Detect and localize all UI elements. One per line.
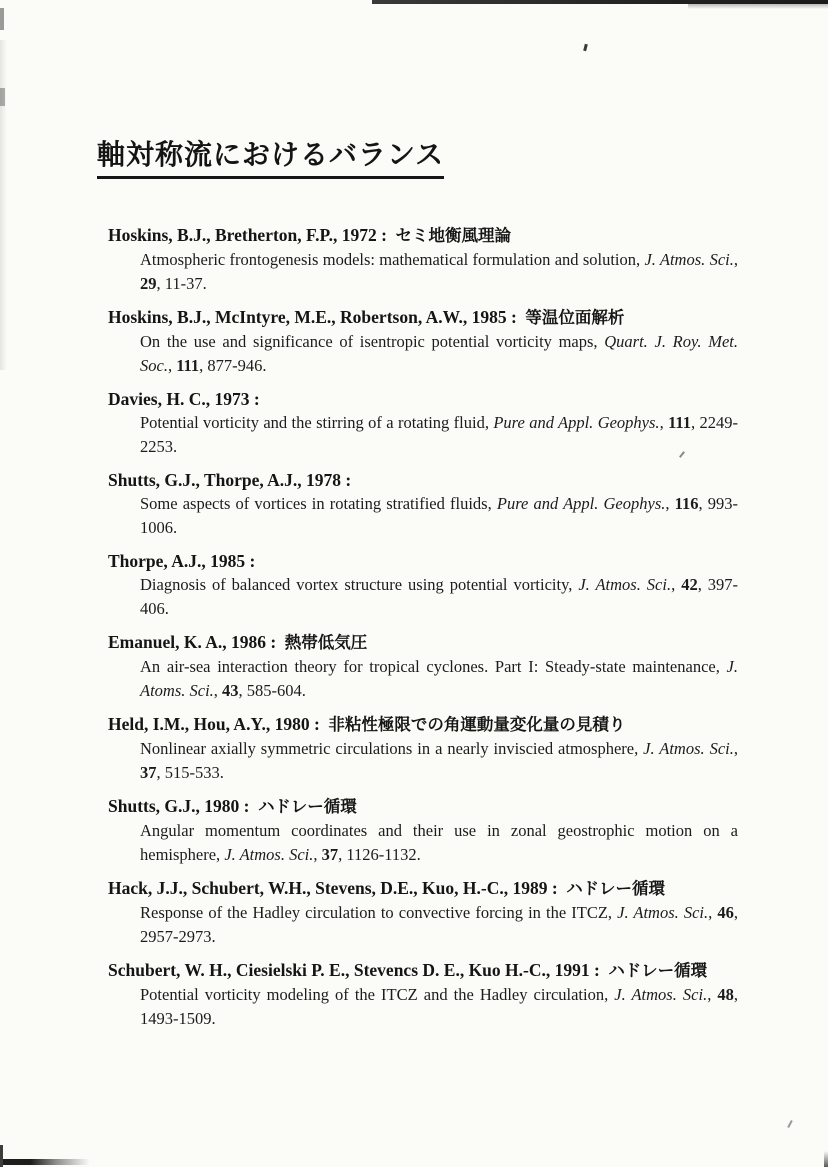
citation-text: , 397-406. [140, 575, 739, 618]
citation-text: , 585-604. [238, 681, 306, 700]
citation-text: Diagnosis of balanced vortex structure using potential vorticity, [140, 575, 579, 594]
volume-number: 116 [674, 494, 699, 513]
journal-name: J. Atoms. Sci. [140, 657, 738, 700]
citation-text: , [213, 681, 223, 700]
citation-text: Potential vorticity and the stirring of a rotating fluid, [140, 413, 494, 432]
reference-citation [140, 737, 738, 785]
citation-text: , 1126-1132. [338, 845, 421, 864]
journal-name: Pure and Appl. Geophys. [493, 413, 660, 432]
scan-artifact-left-speck [0, 8, 4, 30]
citation-text: Potential vorticity modeling of the ITCZ and the Hadley circulation, [140, 985, 615, 1004]
reference-topic-ja: ハドレー循環 [253, 798, 357, 816]
reference-citation [140, 492, 738, 540]
citation-text: , [671, 575, 682, 594]
reference-citation [140, 901, 738, 949]
citation-text: , [733, 250, 738, 269]
journal-name: J. Atmos. Sci. [617, 903, 709, 922]
reference-citation [140, 819, 738, 867]
citation-text: , 2957-2973. [140, 903, 739, 946]
citation-text: , 993-1006. [140, 494, 739, 537]
reference-heading [108, 549, 738, 573]
reference-heading [108, 712, 738, 737]
reference-authors-year: Schubert, W. H., Ciesielski P. E., Stevencs D. E., Kuo H.-C., 1991 : [108, 960, 600, 980]
volume-number: 46 [717, 903, 734, 922]
reference-heading [108, 630, 738, 655]
citation-text: , [665, 494, 675, 513]
reference-authors-year: Emanuel, K. A., 1986 : [108, 632, 277, 652]
citation-text: , 2249-2253. [140, 413, 739, 456]
reference-entry [97, 630, 738, 703]
reference-heading [108, 794, 738, 819]
reference-citation [140, 248, 738, 296]
citation-text: Response of the Hadley circulation to convective forcing in the ITCZ, [140, 903, 618, 922]
volume-number: 37 [140, 763, 157, 782]
scan-artifact-speck [787, 1120, 793, 1128]
reference-authors-year: Shutts, G.J., 1980 : [108, 796, 250, 816]
reference-entry [97, 387, 738, 459]
scan-artifact-bottom-left-bar [0, 1159, 102, 1165]
scan-artifact-left-streak [0, 40, 7, 370]
scan-artifact-top-strip-fuzz [688, 0, 828, 9]
citation-text: , 515-533. [156, 763, 224, 782]
reference-authors-year: Held, I.M., Hou, A.Y., 1980 : [108, 714, 320, 734]
page-title: 軸対称流におけるバランス [97, 139, 444, 179]
citation-text: , [659, 413, 669, 432]
citation-text: On the use and significance of isentropic potential vorticity maps, [140, 332, 605, 351]
journal-name: Pure and Appl. Geophys. [496, 494, 666, 513]
reference-authors-year: Hack, J.J., Schubert, W.H., Stevens, D.E., Kuo, H.-C., 1989 : [108, 878, 558, 898]
scan-artifact-bottom-right-edge [824, 1151, 828, 1167]
reference-topic-ja: セミ地衡風理論 [390, 227, 511, 245]
volume-number: 37 [321, 845, 339, 864]
volume-number: 111 [176, 356, 200, 375]
journal-name: J. Atmos. Sci. [224, 845, 314, 864]
citation-text: An air-sea interaction theory for tropical cyclones. Part I: Steady-state maintenance, [140, 657, 727, 676]
reference-list [97, 223, 738, 1031]
citation-text: , [708, 903, 718, 922]
reference-entry [97, 549, 738, 621]
reference-heading [108, 305, 738, 330]
journal-name: J. Atmos. Sci. [614, 985, 708, 1004]
reference-authors-year: Shutts, G.J., Thorpe, A.J., 1978 : [108, 470, 352, 490]
citation-text: , 1493-1509. [140, 985, 739, 1028]
volume-number: 42 [681, 575, 698, 594]
scan-artifact-speck [583, 44, 588, 52]
reference-entry [97, 468, 738, 540]
reference-heading [108, 468, 738, 492]
citation-text: Angular momentum coordinates and their use in zonal geostrophic motion on a hemisphere, [140, 821, 738, 864]
reference-authors-year: Hoskins, B.J., Bretherton, F.P., 1972 : [108, 225, 387, 245]
volume-number: 48 [717, 985, 734, 1004]
citation-text: Nonlinear axially symmetric circulations in a nearly inviscied atmosphere, [140, 739, 644, 758]
reference-citation [140, 573, 738, 621]
volume-number: 43 [222, 681, 239, 700]
scan-artifact-top-strip [372, 0, 828, 4]
citation-text: Atmospheric frontogenesis models: mathematical formulation and solution, [140, 250, 645, 269]
reference-entry [97, 305, 738, 378]
reference-entry [97, 958, 738, 1031]
citation-text: , 877-946. [199, 356, 267, 375]
reference-heading [108, 223, 738, 248]
citation-text: , [707, 985, 718, 1004]
reference-heading [108, 387, 738, 411]
reference-citation [140, 411, 738, 459]
document-content [97, 139, 738, 1040]
reference-topic-ja: 等温位面解析 [520, 309, 625, 327]
citation-text: , [167, 356, 177, 375]
citation-text: , [313, 845, 322, 864]
scan-artifact-left-speck [0, 88, 5, 106]
journal-name: J. Atmos. Sci. [578, 575, 672, 594]
reference-authors-year: Davies, H. C., 1973 : [108, 389, 260, 409]
citation-text: Some aspects of vortices in rotating stratified fluids, [140, 494, 497, 513]
reference-citation [140, 983, 738, 1031]
reference-topic-ja: 非粘性極限での角運動量変化量の見積り [323, 716, 626, 734]
reference-topic-ja: ハドレー循環 [603, 962, 708, 980]
reference-citation [140, 330, 738, 378]
journal-name: Quart. J. Roy. Met. Soc. [140, 332, 739, 375]
journal-name: J. Atmos. Sci. [643, 739, 734, 758]
scan-artifact-bottom-left-corner [0, 1145, 3, 1167]
journal-name: J. Atmos. Sci. [644, 250, 734, 269]
reference-entry [97, 223, 738, 296]
citation-text: , 11-37. [156, 274, 207, 293]
reference-heading [108, 958, 738, 983]
volume-number: 111 [668, 413, 692, 432]
citation-text: , [733, 739, 738, 758]
reference-topic-ja: 熱帯低気圧 [280, 634, 368, 652]
reference-entry [97, 794, 738, 867]
reference-topic-ja: ハドレー循環 [561, 880, 665, 898]
reference-authors-year: Hoskins, B.J., McIntyre, M.E., Robertson, A.W., 1985 : [108, 307, 517, 327]
reference-heading [108, 876, 738, 901]
volume-number: 29 [140, 274, 157, 293]
reference-authors-year: Thorpe, A.J., 1985 : [108, 551, 256, 571]
reference-citation [140, 655, 738, 703]
reference-entry [97, 876, 738, 949]
reference-entry [97, 712, 738, 785]
